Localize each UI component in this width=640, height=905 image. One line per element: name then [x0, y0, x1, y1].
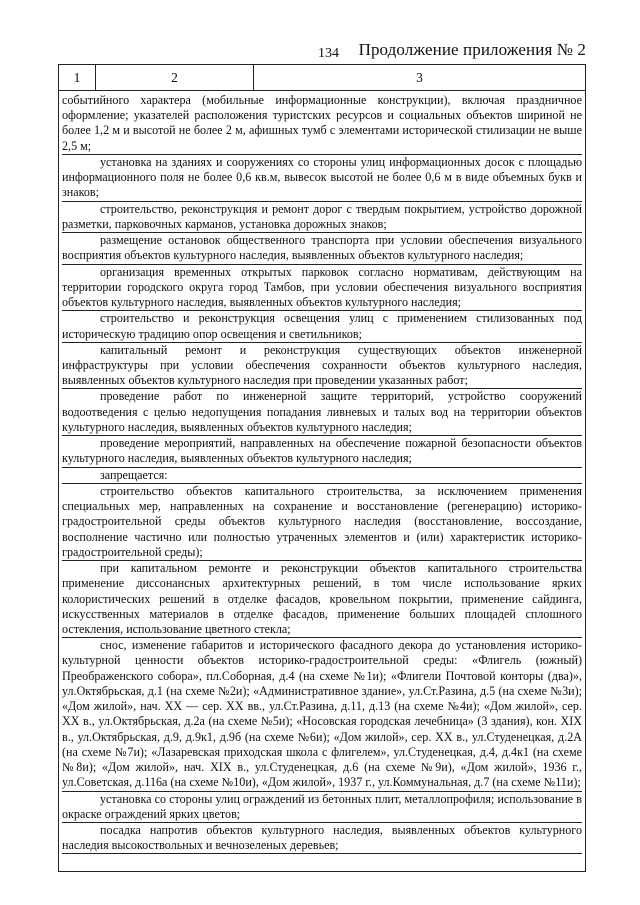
paragraph: строительство, реконструкция и ремонт дорог с твердым покрытием, устройство дорожной разметки, парковочных карманов, установка дорожных знаков;: [62, 202, 582, 233]
paragraph: размещение остановок общественного транспорта при условии обеспечения визуального восприятия объектов культурного наследия, выявленных объектов культурного наследия;: [62, 233, 582, 264]
column-header-1: 1: [59, 65, 96, 90]
paragraph: организация временных открытых парковок согласно нормативам, действующим на территории городского округа город Тамбов, при условии обеспечения визуального восприятия объектов культурного наследия, выявленных объектов культурного наследия;: [62, 265, 582, 312]
paragraph: проведение работ по инженерной защите территорий, устройство сооружений водоотведения с целью недопущения попадания ливневых и талых вод на территории объектов культурного наследия, выявленных объектов культурного наследия;: [62, 389, 582, 436]
paragraph: событийного характера (мобильные информационные конструкции), включая праздничное оформление; указателей расположения туристских ресурсов и социальных объектов шириной не более 1,2 м и высотой не более 2 м, афишных тумб с элементами исторической стилизации не выше 2,5 м;: [62, 93, 582, 155]
column-header-3: 3: [416, 70, 423, 85]
table-header-row: [59, 65, 585, 91]
page-number: 134: [318, 46, 339, 61]
table-content: [62, 93, 582, 854]
paragraph: посадка напротив объектов культурного наследия, выявленных объектов культурного наследия высокоствольных и вечнозеленых деревьев;: [62, 823, 582, 854]
paragraph: установка со стороны улиц ограждений из бетонных плит, металлопрофиля; использование в окраске ограждений ярких цветов;: [62, 792, 582, 823]
document-table: [58, 64, 586, 872]
paragraph: установка на зданиях и сооружениях со стороны улиц информационных досок с площадью информационного поля не более 0,6 кв.м, вывесок высотой не более 0,6 м в виде объемных букв и знаков;: [62, 155, 582, 202]
paragraph: проведение мероприятий, направленных на обеспечение пожарной безопасности объектов культурного наследия, выявленных объектов культурного наследия;: [62, 436, 582, 467]
page-header: [0, 40, 640, 64]
paragraph: строительство объектов капитального строительства, за исключением применения специальных мер, направленных на сохранение и восстановление (регенерацию) историко-градостроительной среды объектов культурного наследия (восстановление, воссоздание, восполнение частично или полностью утраченных элементов и (или) характеристик историко-градостроительной среды);: [62, 484, 582, 561]
paragraph: при капитальном ремонте и реконструкции объектов капитального строительства применение диссонансных архитектурных решений, в том числе использование ярких колористических решений в отделке фасадов, кровельном покрытии, применение сайдинга, искусственных материалов в отделке фасадов, применение больших площадей сплошного остекления, использование цветного стекла;: [62, 561, 582, 638]
paragraph: строительство и реконструкция освещения улиц с применением стилизованных под историческую традицию опор освещения и светильников;: [62, 311, 582, 342]
paragraph: снос, изменение габаритов и исторического фасадного декора до установления историко-культурной ценности объектов историко-градостроительной среды: «Флигель (южный) Преображенского собора», пл.Соборная, д.4 (на схеме №1и); «Флигели Почтовой конторы (два)», ул.Октябрьская, д.1 (на схеме №2и); «Административное здание», ул.Ст.Разина, д.5 (на схеме №3и); «Дом жилой», нач. XX — сер. XX вв., ул.Ст.Разина, д.11, д.13 (на схеме №4и); «Дом жилой», сер. XX в., ул.Октябрьская, д.2а (на схеме №5и); «Носовская городская лечебница» (3 здания), кон. XIX в., ул.Октябрьская, д.9, д.9к1, д.9б (на схеме №6и); «Дом жилой», сер. XX в., ул.Студенецкая, д.2А (на схеме №7и); «Лазаревская приходская школа с флигелем», ул.Студенецкая, д.4, д.4к1 (на схеме №8и); «Дом жилой», нач. XIX в., ул.Студенецкая, д.6 (на схеме №9и), «Дом жилой», 1936 г., ул.Советская, д.116а (на схеме №10и), «Дом жилой», 1937 г., ул.Коммунальная, д.7 (на схеме №11и);: [62, 638, 582, 791]
paragraph: запрещается:: [62, 468, 582, 484]
appendix-title: Продолжение приложения № 2: [358, 40, 586, 59]
column-header-2: 2: [96, 65, 254, 90]
paragraph: капитальный ремонт и реконструкция существующих объектов инженерной инфраструктуры при условии обеспечения сохранности объектов культурного наследия, выявленных объектов культурного наследия при проведении указанных работ;: [62, 343, 582, 390]
